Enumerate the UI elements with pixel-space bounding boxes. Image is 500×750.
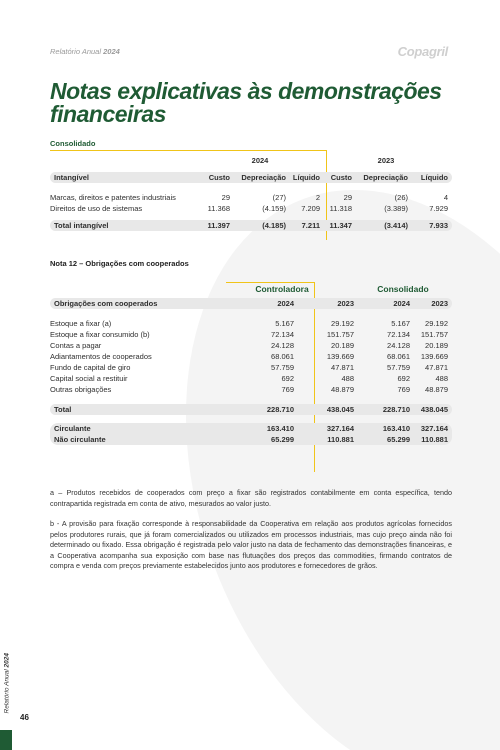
cell: 151.757 bbox=[420, 330, 448, 339]
cell: 48.879 bbox=[331, 385, 354, 394]
table-group-row bbox=[50, 283, 452, 294]
cell: 7.933 bbox=[408, 220, 452, 231]
cell: 65.299 bbox=[354, 434, 410, 445]
cell: 65.299 bbox=[210, 434, 294, 445]
col-header: 2024 bbox=[210, 298, 294, 309]
cell: 72.134 bbox=[271, 330, 294, 339]
row-label: Adiantamentos de cooperados bbox=[50, 352, 152, 361]
cell: 488 bbox=[435, 374, 448, 383]
cell: 5.167 bbox=[275, 319, 294, 328]
cell: 2 bbox=[315, 193, 320, 202]
col-header: Depreciação bbox=[352, 172, 408, 183]
circulante-row bbox=[50, 423, 452, 434]
row-label: Capital social a restituir bbox=[50, 374, 128, 383]
cell: 47.871 bbox=[425, 363, 448, 372]
cell: 11.318 bbox=[329, 204, 352, 213]
cell: 5.167 bbox=[391, 319, 410, 328]
cell: 20.189 bbox=[425, 341, 448, 350]
cell: (3.389) bbox=[384, 204, 408, 213]
col-header: Obrigações com cooperados bbox=[50, 298, 210, 309]
cell: 57.759 bbox=[387, 363, 410, 372]
cell: 139.669 bbox=[326, 352, 354, 361]
cell: 24.128 bbox=[387, 341, 410, 350]
cell: 68.061 bbox=[387, 352, 410, 361]
cell: 228.710 bbox=[210, 404, 294, 415]
cell: 7.211 bbox=[286, 220, 320, 231]
col-header: Depreciação bbox=[230, 172, 286, 183]
row-label: Circulante bbox=[50, 423, 210, 434]
table-row bbox=[50, 384, 452, 395]
side-report-text-wrap bbox=[4, 640, 11, 714]
col-header: Líquido bbox=[408, 172, 452, 183]
cell: 47.871 bbox=[331, 363, 354, 372]
col-header: Custo bbox=[320, 172, 352, 183]
cell: 110.881 bbox=[410, 434, 452, 445]
cell: 769 bbox=[397, 385, 410, 394]
col-header: Custo bbox=[200, 172, 230, 183]
intangible-table bbox=[50, 155, 452, 231]
row-label: Total intangível bbox=[50, 220, 200, 231]
header-report-text: Relatório Anual bbox=[50, 47, 102, 56]
cell: 692 bbox=[397, 374, 410, 383]
side-report-label bbox=[0, 640, 10, 714]
row-label: Marcas, direitos e patentes industriais bbox=[50, 193, 176, 202]
row-label: Estoque a fixar (a) bbox=[50, 319, 112, 328]
group-consolidado: Consolidado bbox=[377, 283, 429, 294]
cell: 438.045 bbox=[410, 404, 452, 415]
page-number: 46 bbox=[20, 713, 29, 722]
total-row bbox=[50, 220, 452, 231]
group-controladora: Controladora bbox=[255, 283, 309, 294]
table-row bbox=[50, 203, 452, 214]
obligations-table bbox=[50, 283, 452, 445]
col-header: Intangível bbox=[50, 172, 200, 183]
year-2023: 2023 bbox=[377, 156, 395, 165]
col-header: Líquido bbox=[286, 172, 320, 183]
row-label: Outras obrigações bbox=[50, 385, 112, 394]
table-row bbox=[50, 340, 452, 351]
cell: 692 bbox=[281, 374, 294, 383]
cell: (4.159) bbox=[262, 204, 286, 213]
obligations-rows bbox=[50, 318, 452, 395]
cell: 327.164 bbox=[294, 423, 354, 434]
row-label: Total bbox=[50, 404, 210, 415]
table-row bbox=[50, 351, 452, 362]
cell: (4.185) bbox=[230, 220, 286, 231]
cell: 163.410 bbox=[210, 423, 294, 434]
table-year-row bbox=[50, 155, 452, 166]
row-label: Contas a pagar bbox=[50, 341, 102, 350]
table-row bbox=[50, 373, 452, 384]
note-a-paragraph: a – Produtos recebidos de cooperados com preço a fixar são registrados contabilmente em conta específica, tendo contrapartida registrada em conta de ativo, mesurados ao valor justo. bbox=[50, 488, 452, 508]
copagril-logo: Copagril bbox=[397, 44, 448, 59]
cell: 72.134 bbox=[387, 330, 410, 339]
side-accent-bar bbox=[0, 730, 12, 750]
cell: (27) bbox=[272, 193, 286, 202]
cell: 68.061 bbox=[271, 352, 294, 361]
row-label: Estoque a fixar consumido (b) bbox=[50, 330, 150, 339]
nao-circulante-row bbox=[50, 434, 452, 445]
cell: 29.192 bbox=[331, 319, 354, 328]
cell: 20.189 bbox=[331, 341, 354, 350]
table-header bbox=[50, 298, 452, 309]
cell: 57.759 bbox=[271, 363, 294, 372]
cell: 7.929 bbox=[429, 204, 448, 213]
cell: (26) bbox=[394, 193, 408, 202]
cell: 228.710 bbox=[354, 404, 410, 415]
col-header: 2023 bbox=[410, 298, 452, 309]
col-header: 2024 bbox=[354, 298, 410, 309]
cell: 327.164 bbox=[410, 423, 452, 434]
cell: (3.414) bbox=[352, 220, 408, 231]
section-label-underline bbox=[50, 150, 326, 151]
table-row bbox=[50, 329, 452, 340]
cell: 151.757 bbox=[326, 330, 354, 339]
cell: 769 bbox=[281, 385, 294, 394]
row-label: Não circulante bbox=[50, 434, 210, 445]
cell: 29 bbox=[221, 193, 230, 202]
cell: 438.045 bbox=[294, 404, 354, 415]
header-report-year: 2024 bbox=[103, 47, 120, 56]
row-label: Direitos de uso de sistemas bbox=[50, 204, 143, 213]
cell: 163.410 bbox=[354, 423, 410, 434]
cell: 139.669 bbox=[420, 352, 448, 361]
side-report-text: Relatório Anual bbox=[3, 669, 11, 714]
cell: 29.192 bbox=[425, 319, 448, 328]
table-row bbox=[50, 318, 452, 329]
cell: 488 bbox=[341, 374, 354, 383]
side-report-year: 2024 bbox=[3, 653, 11, 668]
cell: 4 bbox=[443, 193, 448, 202]
page-title: Notas explicativas às demonstrações financeiras bbox=[50, 78, 442, 127]
cell: 24.128 bbox=[271, 341, 294, 350]
cell: 7.209 bbox=[301, 204, 320, 213]
cell: 11.397 bbox=[200, 220, 230, 231]
section-label-consolidado: Consolidado bbox=[50, 139, 96, 148]
table-header bbox=[50, 172, 452, 183]
year-2024: 2024 bbox=[251, 156, 269, 165]
cell: 110.881 bbox=[294, 434, 354, 445]
cell: 11.368 bbox=[207, 204, 230, 213]
cell: 29 bbox=[343, 193, 352, 202]
note-b-paragraph: b - A provisão para fixação corresponde à responsabilidade da Cooperativa em relação aos produtos agrícolas fornecidos pelos produtores rurais, que já foram comercializados ou utilizados em processos industriais, mas cujo preço ainda não foi determinado ou fixado. Essa obrigação é registrada pelo valor justo na data de fechamento das demonstrações financeiras, e a Cooperativa acompanha sua exposição com base nas flutuações dos preços das commodities, firmando contratos de compra e venda com preços previamente estabelecidos junto aos produtores e fornecedores de grãos. bbox=[50, 519, 452, 570]
row-label: Fundo de capital de giro bbox=[50, 363, 131, 372]
table-row bbox=[50, 362, 452, 373]
cell: 48.879 bbox=[425, 385, 448, 394]
col-header: 2023 bbox=[294, 298, 354, 309]
note-title: Nota 12 – Obrigações com cooperados bbox=[50, 259, 189, 268]
table-row bbox=[50, 192, 452, 203]
cell: 11.347 bbox=[320, 220, 352, 231]
header-report-label bbox=[50, 47, 120, 56]
total-row bbox=[50, 404, 452, 415]
